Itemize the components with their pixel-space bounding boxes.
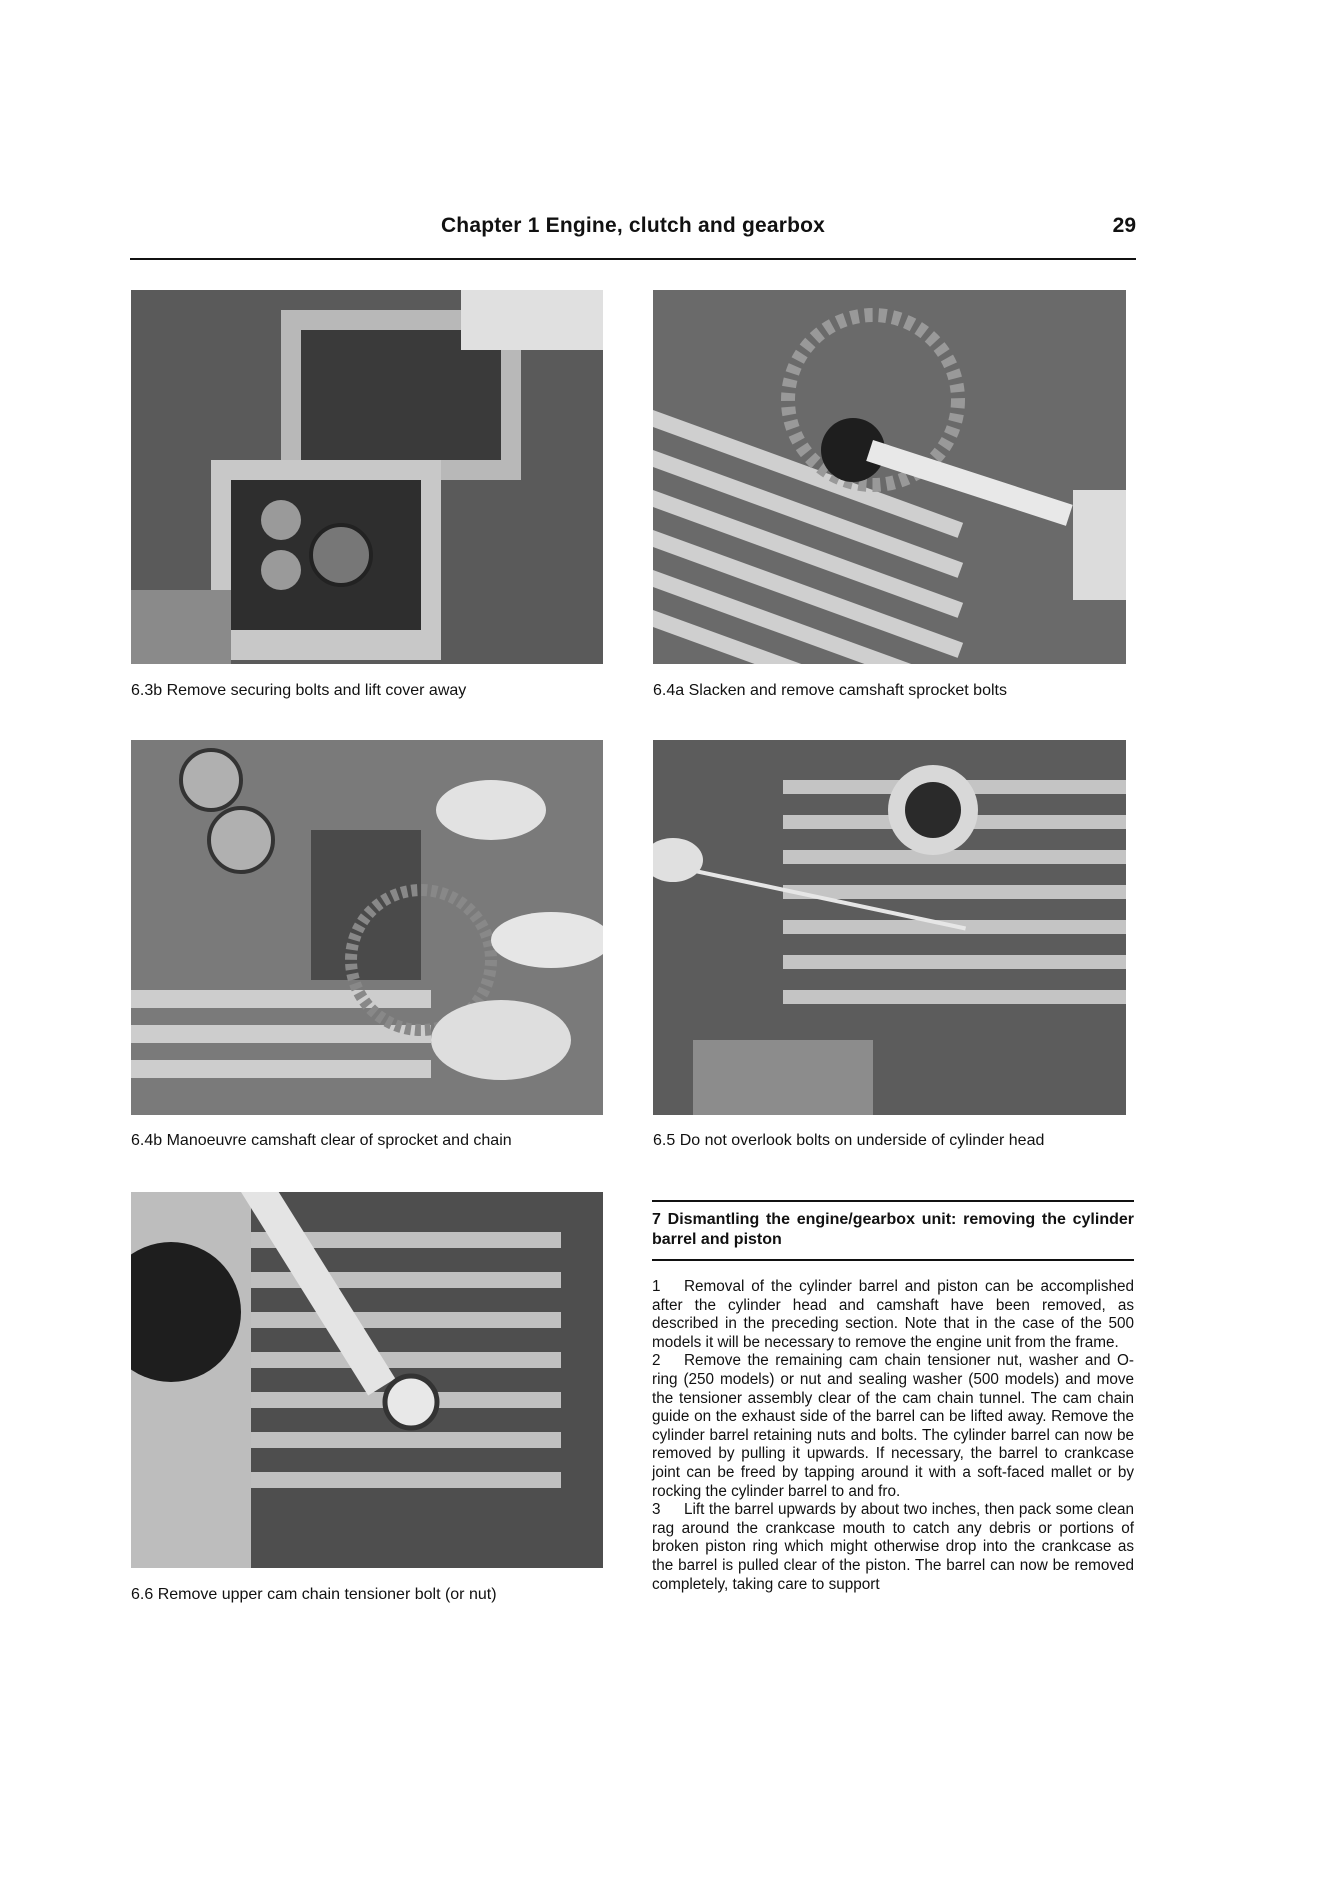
engine-cover-photo-illustration xyxy=(131,290,603,664)
paragraph-text: Remove the remaining cam chain tensioner nut, washer and O-ring (250 models) or nut and sealing washer (500 models) and move the tensioner assembly clear of the cam chain tunnel. The cam chain guide on the exhaust side of the barrel can be lifted away. Remove the cylinder barrel retaining nuts and bolts. The cylinder barrel can now be removed by pulling it upwards. If necessary, the barrel to crankcase joint can be freed by tapping around it with a soft-faced mallet or by rocking the cylinder barrel to and fro. xyxy=(652,1352,1134,1500)
page-number: 29 xyxy=(1112,214,1136,237)
paragraph-text: Removal of the cylinder barrel and piston can be accomplished after the cylinder head and camshaft have been removed, as described in the preceding section. Note that in the case of the 500 models it will be necessary to remove the engine unit from the frame. xyxy=(652,1278,1134,1351)
paragraph-1 xyxy=(652,1278,1134,1352)
caption-6-5: 6.5 Do not overlook bolts on underside of cylinder head xyxy=(653,1132,1045,1149)
camshaft-photo-illustration xyxy=(131,740,603,1115)
cylinder-head-underside-photo-illustration xyxy=(653,740,1126,1115)
chapter-title: Chapter 1 Engine, clutch and gearbox xyxy=(440,214,826,237)
section-7-body xyxy=(652,1278,1134,1594)
sprocket-bolts-photo-illustration xyxy=(653,290,1126,664)
photo-6-4a xyxy=(653,290,1126,664)
paragraph-number: 1 xyxy=(652,1278,661,1295)
cam-chain-tensioner-photo-illustration xyxy=(131,1192,603,1568)
caption-6-3b: 6.3b Remove securing bolts and lift cover away xyxy=(131,682,467,699)
running-header xyxy=(130,214,1136,260)
photo-6-4b xyxy=(131,740,603,1115)
paragraph-2 xyxy=(652,1352,1134,1501)
photo-6-5 xyxy=(653,740,1126,1115)
caption-6-4a: 6.4a Slacken and remove camshaft sprocket bolts xyxy=(653,682,1007,699)
paragraph-number: 3 xyxy=(652,1501,661,1519)
section-7-heading: 7 Dismantling the engine/gearbox unit: removing the cylinder barrel and piston xyxy=(652,1200,1134,1261)
paragraph-number: 2 xyxy=(652,1352,661,1370)
paragraph-text: Lift the barrel upwards by about two inches, then pack some clean rag around the crankcase mouth to catch any debris or portions of broken piston ring which might otherwise drop into the crankcase as the barrel is pulled clear of the piston. The barrel can now be removed completely, taking care to support xyxy=(652,1501,1134,1593)
caption-6-6: 6.6 Remove upper cam chain tensioner bolt (or nut) xyxy=(131,1586,497,1603)
paragraph-3 xyxy=(652,1501,1134,1594)
photo-6-3b xyxy=(131,290,603,664)
photo-6-6 xyxy=(131,1192,603,1568)
caption-6-4b: 6.4b Manoeuvre camshaft clear of sprocket and chain xyxy=(131,1132,512,1149)
